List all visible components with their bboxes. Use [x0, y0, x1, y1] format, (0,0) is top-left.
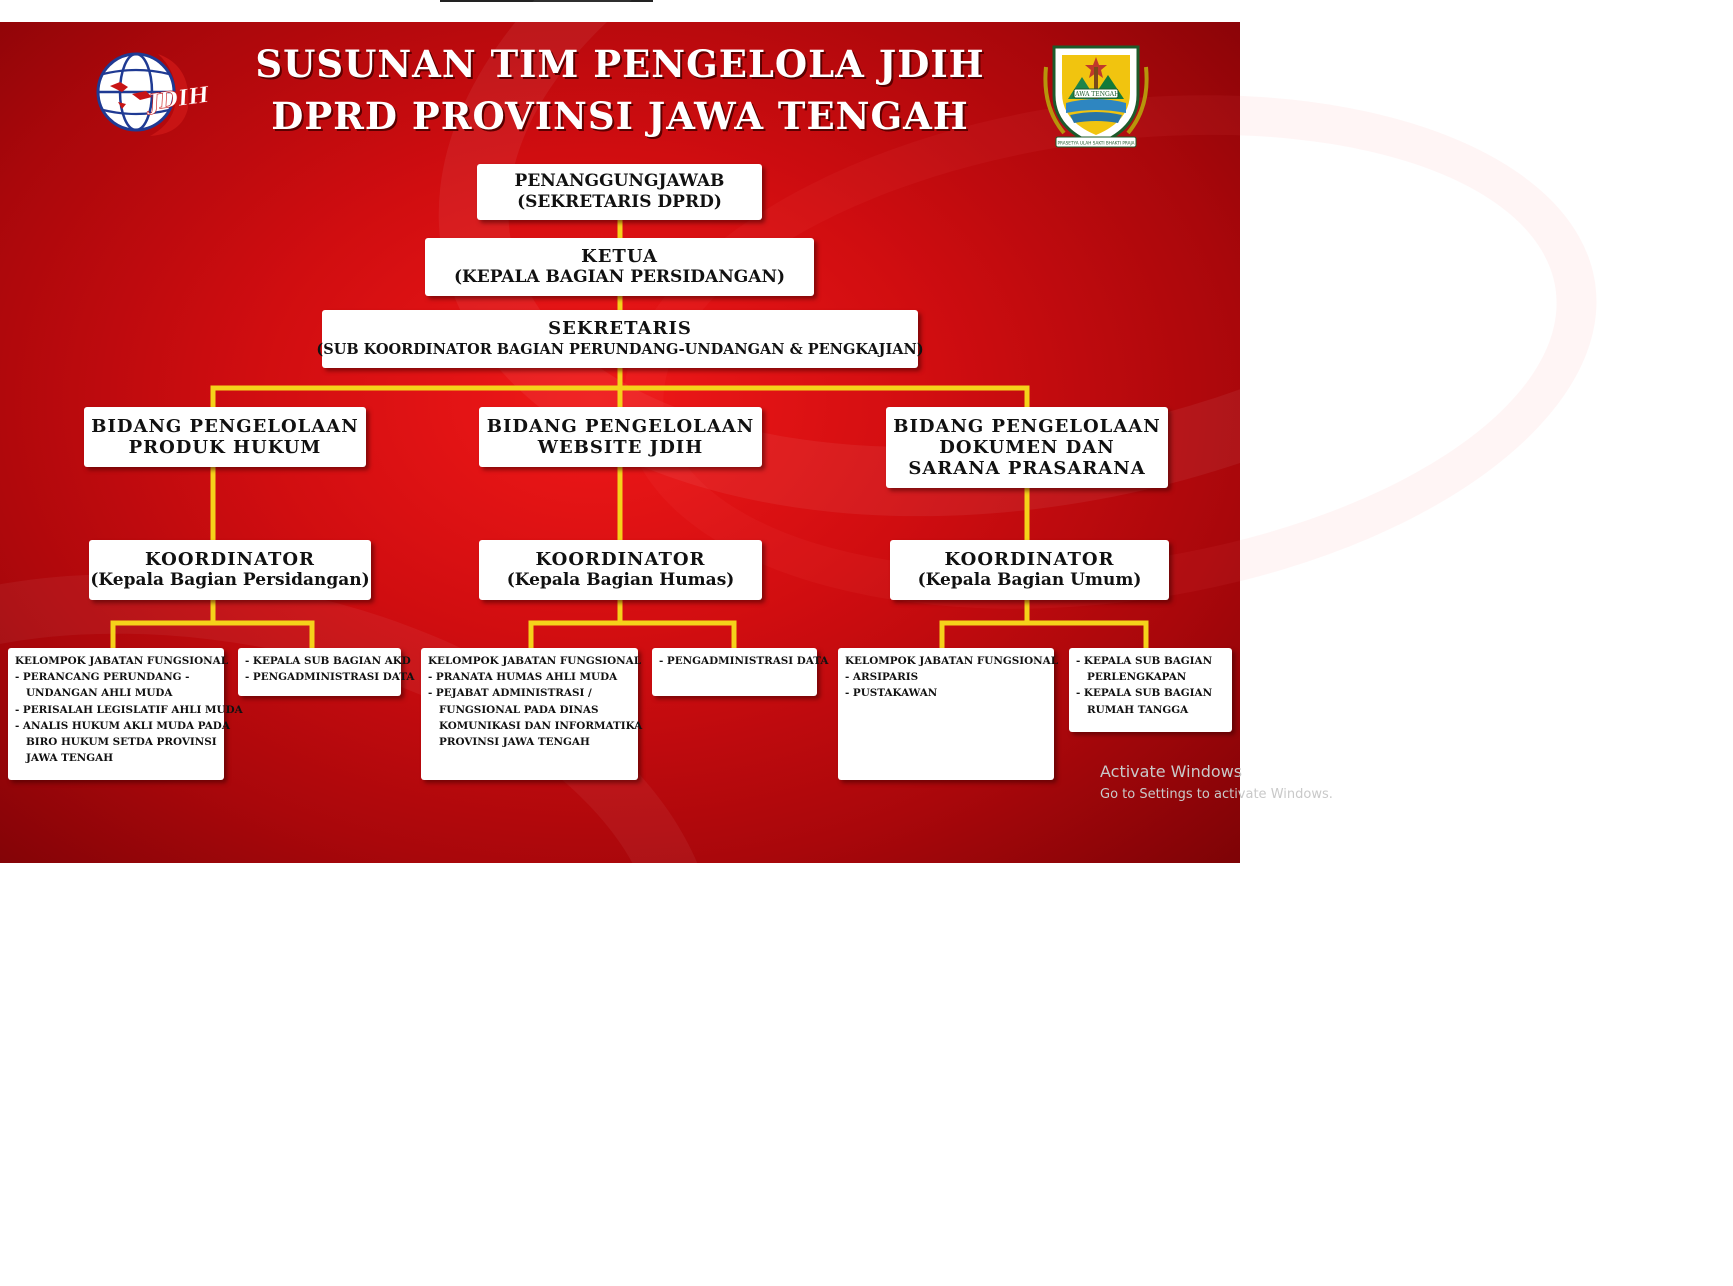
list-heading: KELOMPOK JABATAN FUNGSIONAL: [428, 655, 642, 667]
list-item: - PENGADMINISTRASI DATA: [245, 671, 415, 684]
division-name-line: BIDANG PENGELOLAAN: [486, 416, 755, 437]
sekretaris-box: [316, 310, 924, 368]
division-name-line: DOKUMEN DAN: [939, 437, 1115, 458]
division-name-line: PRODUK HUKUM: [128, 437, 322, 458]
list-item: - KEPALA SUB BAGIAN AKD: [245, 655, 411, 667]
list-item: UNDANGAN AHLI MUDA: [26, 687, 173, 700]
box-subtitle: (SUB KOORDINATOR BAGIAN PERUNDANG-UNDANGAN & PENGKAJIAN): [316, 341, 924, 358]
top-rule: [440, 0, 653, 2]
box-subtitle: (Kepala Bagian Humas): [506, 570, 735, 590]
activate-windows-hint: Go to Settings to activate Windows.: [1100, 787, 1333, 802]
list-item: FUNGSIONAL PADA DINAS: [439, 703, 599, 716]
penanggungjawab-box: [477, 164, 762, 220]
division-box-produk-hukum: [84, 407, 366, 467]
box-title: KOORDINATOR: [944, 549, 1115, 570]
list-item: - ANALIS HUKUM AKLI MUDA PADA: [15, 719, 230, 732]
org-chart-poster: [0, 22, 1243, 863]
fungsional-list-produk-hukum: [8, 648, 243, 780]
box-subtitle: (Kepala Bagian Persidangan): [90, 570, 370, 590]
fungsional-list-website: [421, 648, 643, 780]
list-item: - PRANATA HUMAS AHLI MUDA: [428, 671, 618, 684]
division-name-line: SARANA PRASARANA: [908, 458, 1146, 479]
list-item: - KEPALA SUB BAGIAN: [1076, 687, 1213, 700]
list-item: - KEPALA SUB BAGIAN: [1076, 655, 1213, 667]
fungsional-list-dokumen: [838, 648, 1059, 780]
list-item: BIRO HUKUM SETDA PROVINSI: [26, 736, 217, 749]
poster-title-line1: SUSUNAN TIM PENGELOLA JDIH: [255, 42, 985, 86]
box-title: SEKRETARIS: [548, 318, 692, 339]
jdih-logo-text: JDIH: [147, 81, 211, 116]
staff-list-produk-hukum: [238, 648, 415, 696]
box-subtitle: (SEKRETARIS DPRD): [517, 192, 722, 212]
list-item: - PERISALAH LEGISLATIF AHLI MUDA: [15, 703, 243, 716]
koordinator-box-humas: [479, 540, 762, 600]
list-item: JAWA TENGAH: [26, 752, 114, 765]
division-name-line: BIDANG PENGELOLAAN: [893, 416, 1161, 437]
list-item: PROVINSI JAWA TENGAH: [439, 736, 590, 749]
connector-line: [113, 623, 312, 649]
box-subtitle: (Kepala Bagian Umum): [917, 570, 1142, 590]
poster-title-line2: DPRD PROVINSI JAWA TENGAH: [271, 94, 969, 138]
box-title: KOORDINATOR: [535, 549, 706, 570]
division-name-line: WEBSITE JDIH: [537, 437, 704, 458]
list-item: RUMAH TANGGA: [1087, 703, 1189, 716]
activate-windows-watermark: Activate Windows: [1100, 762, 1243, 781]
connector-line: [942, 623, 1146, 649]
emblem-motto-text: PRASETYA ULAH SAKTI BHAKTI PRAJA: [1057, 140, 1135, 146]
division-box-website-jdih: [479, 407, 762, 467]
list-item: - PERANCANG PERUNDANG -: [15, 671, 190, 684]
connector-line: [531, 623, 734, 649]
list-item: - PEJABAT ADMINISTRASI /: [428, 687, 592, 700]
list-item: PERLENGKAPAN: [1087, 671, 1187, 684]
list-item: - ARSIPARIS: [845, 671, 919, 684]
division-name-line: BIDANG PENGELOLAAN: [91, 416, 359, 437]
box-title: KETUA: [581, 246, 658, 267]
box-subtitle: (KEPALA BAGIAN PERSIDANGAN): [453, 267, 786, 287]
box-title: KOORDINATOR: [145, 549, 315, 570]
koordinator-box-umum: [890, 540, 1169, 600]
list-heading: KELOMPOK JABATAN FUNGSIONAL: [845, 655, 1059, 667]
staff-list-dokumen: [1069, 648, 1232, 732]
koordinator-box-persidangan: [89, 540, 371, 600]
emblem-ribbon-text: JAWA TENGAH: [1072, 91, 1120, 98]
ketua-box: [425, 238, 814, 296]
box-title: PENANGGUNGJAWAB: [514, 171, 725, 191]
list-item: KOMUNIKASI DAN INFORMATIKA: [439, 719, 643, 732]
staff-list-website: [652, 648, 829, 696]
division-box-dokumen-sarpras: [886, 407, 1168, 488]
list-item: - PUSTAKAWAN: [845, 687, 938, 700]
list-item: - PENGADMINISTRASI DATA: [659, 655, 829, 667]
list-heading: KELOMPOK JABATAN FUNGSIONAL: [15, 655, 229, 667]
